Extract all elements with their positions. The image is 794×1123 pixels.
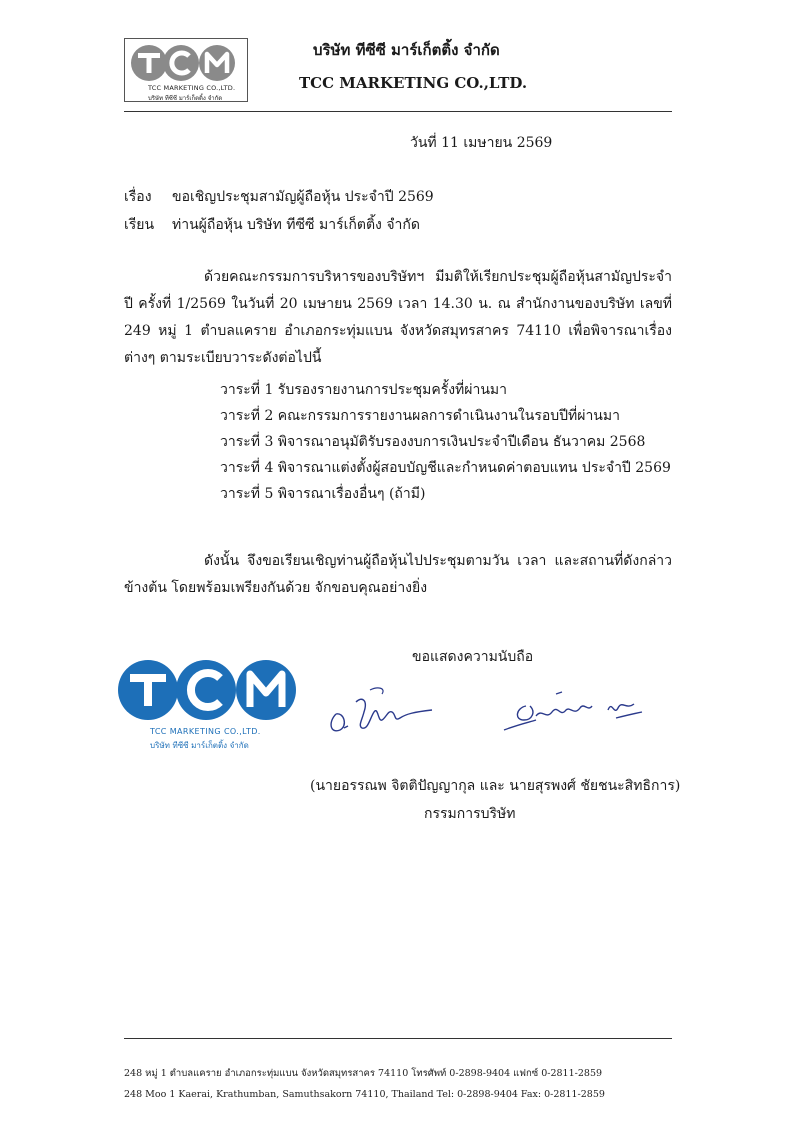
subject-text: ขอเชิญประชุมสามัญผู้ถือหุ้น ประจำปี 2569 xyxy=(172,189,434,205)
letter-date: วันที่ 11 เมษายน 2569 xyxy=(410,135,553,151)
stamp-caption-en: TCC MARKETING CO.,LTD. xyxy=(150,727,261,736)
logo-caption-th: บริษัท ทีซีซี มาร์เก็ตติ้ง จำกัด xyxy=(148,95,223,102)
tcm-logo-icon xyxy=(129,43,241,83)
body-paragraph-1-text: ด้วยคณะกรรมการบริหารของบริษัทฯ มีมติให้เรียกประชุมผู้ถือหุ้นสามัญประจำปี ครั้งที่ 1/2569 ในวันที่ 20 เมษายน 2569 เวลา 14.30 น. ณ สำนักงานของบริษัท เลขที่ 249 หมู่ 1 ตำบลแคราย อำเภอกระทุ่มแบน จังหวัดสมุทรสาคร 74110 เพื่อพิจารณาเรื่องต่างๆ ตามระเบียบวาระดังต่อไปนี้ xyxy=(124,269,672,366)
body-paragraph-1 xyxy=(124,264,672,372)
company-stamp-logo xyxy=(116,656,298,726)
agenda-item: วาระที่ 1 รับรองรายงานการประชุมครั้งที่ผ่านมา xyxy=(220,382,508,398)
subject-label: เรื่อง xyxy=(124,189,152,205)
agenda-item: วาระที่ 3 พิจารณาอนุมัติรับรองงบการเงินประจำปีเดือน ธันวาคม 2568 xyxy=(220,434,646,450)
stamp-caption-th: บริษัท ทีซีซี มาร์เก็ตติ้ง จำกัด xyxy=(150,741,249,750)
agenda-list xyxy=(220,377,671,507)
agenda-item: วาระที่ 4 พิจารณาแต่งตั้งผู้สอบบัญชีและกำหนดค่าตอบแทน ประจำปี 2569 xyxy=(220,460,671,476)
signatory-names: (นายอรรณพ จิตติปัญญากุล และ นายสุรพงศ์ ชัยชนะสิทธิการ) xyxy=(310,778,681,794)
company-name-thai: บริษัท ทีซีซี มาร์เก็ตติ้ง จำกัด xyxy=(313,41,500,59)
signatory-title: กรรมการบริษัท xyxy=(424,806,516,822)
signature-2 xyxy=(496,686,646,738)
footer-address-english: 248 Moo 1 Kaerai, Krathumban, Samuthsakorn 74110, Thailand Tel: 0-2898-9404 Fax: 0-2811-2859 xyxy=(124,1089,605,1100)
body-paragraph-2-text: ดังนั้น จึงขอเรียนเชิญท่านผู้ถือหุ้นไปประชุมตามวัน เวลา และสถานที่ดังกล่าวข้างต้น โดยพร้อมเพรียงกันด้วย จักขอบคุณอย่างยิ่ง xyxy=(124,553,672,596)
header-divider xyxy=(124,111,672,112)
subject-line xyxy=(124,186,434,208)
body-paragraph-2 xyxy=(124,548,672,602)
footer-address-thai: 248 หมู่ 1 ตำบลแคราย อำเภอกระทุ่มแบน จังหวัดสมุทรสาคร 74110 โทรศัพท์ 0-2898-9404 แฟกซ์ 0-2811-2859 xyxy=(124,1068,603,1079)
company-name-english: TCC MARKETING CO.,LTD. xyxy=(299,74,528,92)
addressee-line xyxy=(124,214,420,236)
agenda-item: วาระที่ 2 คณะกรรมการรายงานผลการดำเนินงานในรอบปีที่ผ่านมา xyxy=(220,408,620,424)
footer-divider xyxy=(124,1038,672,1039)
logo-caption-en: TCC MARKETING CO.,LTD. xyxy=(148,84,236,92)
addressee-text: ท่านผู้ถือหุ้น บริษัท ทีซีซี มาร์เก็ตติ้ง จำกัด xyxy=(172,217,420,233)
addressee-label: เรียน xyxy=(124,217,155,233)
signature-1 xyxy=(322,682,440,738)
closing-text: ขอแสดงความนับถือ xyxy=(412,649,534,665)
agenda-item: วาระที่ 5 พิจารณาเรื่องอื่นๆ (ถ้ามี) xyxy=(220,486,426,502)
